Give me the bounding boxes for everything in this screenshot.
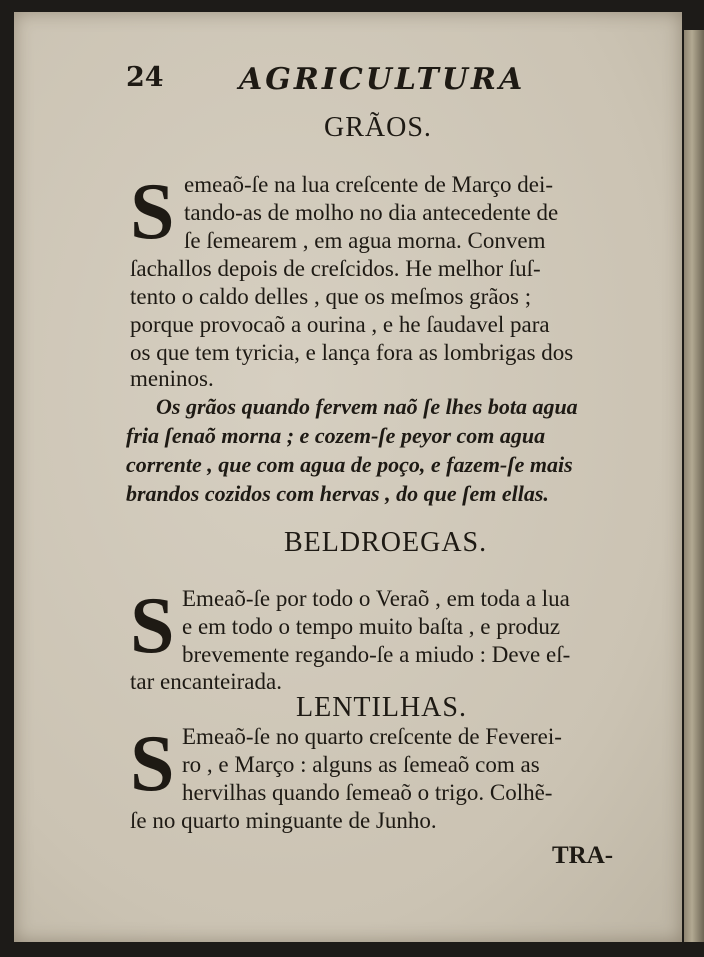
text-line: emeaõ-ſe na lua creſcente de Março dei- <box>184 172 554 197</box>
section-title-lentilhas: LENTILHAS. <box>296 692 467 723</box>
text-line: ſe no quarto minguante de Junho. <box>130 808 437 833</box>
text-line: ſachallos depois de creſcidos. He melhor ſuſ- <box>130 256 541 281</box>
text-line: Emeaõ-ſe no quarto creſcente de Feverei- <box>182 724 562 749</box>
dropcap-graos: S <box>130 168 175 256</box>
text-line: tando-as de molho no dia antecedente de <box>184 200 559 225</box>
text-line: ro , e Março : alguns as ſemeaõ com as <box>182 752 540 777</box>
text-line: Emeaõ-ſe por todo o Veraõ , em toda a lua <box>182 586 570 611</box>
dropcap-beldroegas: S <box>130 582 175 670</box>
italic-line: brandos cozidos com hervas , do que ſem ellas. <box>126 481 549 506</box>
text-line: meninos. <box>130 366 214 391</box>
page-number: 24 <box>126 62 164 93</box>
text-line: porque provocaõ a ourina , e he ſaudavel para <box>130 312 550 337</box>
section-title-beldroegas: BELDROEGAS. <box>284 527 488 558</box>
section-title-graos: GRÃOS. <box>324 112 432 143</box>
text-line: os que tem tyricia, e lança fora as lombrigas dos <box>130 340 574 365</box>
running-head: AGRICULTURA <box>239 62 526 97</box>
italic-line: corrente , que com agua de poço, e fazem-ſe mais <box>126 452 573 477</box>
page-header <box>14 62 682 102</box>
catchword: TRA- <box>552 842 614 869</box>
italic-line: Os grãos quando fervem naõ ſe lhes bota agua <box>156 394 578 419</box>
dropcap-lentilhas: S <box>130 720 175 808</box>
text-line: e em todo o tempo muito baſta , e produz <box>182 614 561 639</box>
text-line: tento o caldo delles , que os meſmos grãos ; <box>130 284 532 309</box>
text-line: tar encanteirada. <box>130 669 282 694</box>
book-page <box>14 12 682 942</box>
text-line: hervilhas quando ſemeaõ o trigo. Colhẽ- <box>182 780 553 805</box>
book-edge <box>684 30 704 942</box>
text-line: brevemente regando-ſe a miudo : Deve eſ- <box>182 642 571 667</box>
italic-line: fria ſenaõ morna ; e cozem-ſe peyor com agua <box>126 423 546 448</box>
text-line: ſe ſemearem , em agua morna. Convem <box>184 228 546 253</box>
